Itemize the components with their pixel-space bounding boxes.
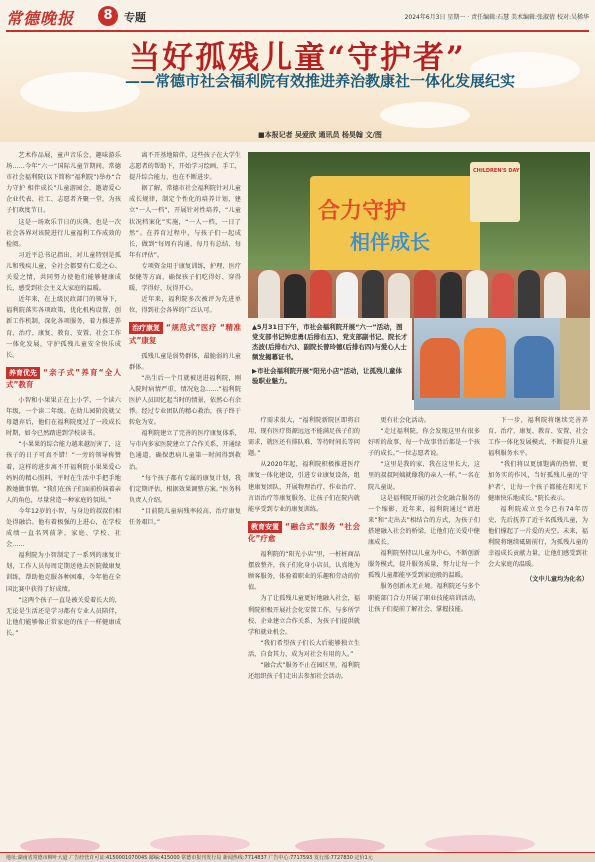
paragraph: 艺术作品展，童声音乐会，趣味游乐场……今年“六一”国际儿童节期间，常德市社会福利院(以下简称“福利院”)举办“合力守护 相伴成长”儿童游园会，邀请爱心企业代表、社工、志愿者齐聚一堂，为孩子们欢度节日。: [6, 152, 121, 215]
paragraph: 专项资金用于康复训练，护理、医疗保健等方面，确保孩子们吃得好、穿得暖、学得好、玩得开心。: [129, 262, 241, 293]
article-endnote: （文中儿童均为化名）: [526, 576, 588, 584]
flower-cluster: [425, 835, 535, 852]
kids-store-photo: [414, 318, 590, 410]
article-column-4: [368, 415, 480, 840]
newspaper-name: 常德晚报: [6, 9, 75, 28]
issue-info: 2024年6月3日 星期一 · 责任编辑:石慧 美术编辑:张淑倩 校对:吴稀华: [404, 14, 589, 21]
child-figure: [464, 328, 506, 398]
paragraph: “每个孩子都有专属的康复计划，我们定期评估，根据效果调整方案。”医务科负责人介绍。: [129, 474, 241, 504]
paragraph: 这是一场欢乐节日的庆典，也是一次社会各界对该院进行儿童福利工作成效的检阅。: [6, 218, 121, 248]
flower-cluster: [150, 835, 250, 852]
article-column-5: [488, 415, 588, 840]
paragraph: “小果果的综合能力越来越厉害了，这孩子的日子可真不错！”一旁的领导称赞着，这样的进步离不开福利院小果果爱心妈妈的精心照料，平时在生活中手把手地教她做事情。“我们在孩子们面前扮演着亲人的角色，尽量营造一种家庭的氛围。”: [6, 441, 121, 504]
cloud-decoration: [380, 102, 470, 128]
paragraph: “走过福利院，你会发现这里有很多好听的故事，每一个故事背后都是一个孩子的成长。”一位志愿者说。: [368, 428, 480, 458]
paragraph: 从2020年起，福利院积极推进医疗康复一体化建设，引进专业康复设备，组建康复团队，开展物理治疗、作业治疗、言语治疗等康复服务，让孩子们在院内就能享受到专业的康复训练。: [248, 461, 360, 513]
child-figure: [420, 338, 460, 398]
paragraph: “我们将以更加饱满的热情、更加务实的作风，当好孤残儿童的‘守护者’，让每一个孩子都能在阳光下健康快乐地成长。”院长表示。: [488, 461, 588, 502]
subhead-tag: 教育安置: [248, 521, 282, 533]
paragraph: 福利院建立了完善的医疗康复体系，与市内多家医院建立了合作关系，开通绿色通道，确保患病儿童第一时间得到救治。: [129, 430, 241, 471]
paragraph: “我们希望孩子们长大后能够独立生活，自食其力，成为对社会有用的人。”: [248, 639, 360, 658]
paragraph: 近年来，福利院多次被评为先进单位，得到社会各界的广泛认可。: [129, 296, 241, 315]
section-label: 专题: [124, 11, 146, 24]
store-shelf: [560, 318, 590, 410]
paragraph: 疗需求很大，“福利院新院区即将启用，现有医疗资源远远不能满足孩子们的需求，就医还有排队难、等待时间长等问题。”: [248, 417, 360, 458]
subhead-title: “融合式”服务 “社会化”疗愈: [248, 521, 360, 543]
flower-cluster: [295, 838, 385, 852]
paragraph: 小智和小果果正在上小学，一个读六年级，一个读二年级。在幼儿园阶段就父母遗弃后，他们在福利院度过了一段成长时期，如今已然踏进到学校读书。: [6, 396, 121, 438]
subhead-tag: 养育优先: [6, 367, 40, 379]
paragraph: “融合式”服务不止在园区里，福利院还组织孩子们走出去参加社会活动。: [248, 661, 360, 681]
paragraph: 离不开基地陪伴，这些孩子在大学生志愿者的帮助下，开始学习绘画、手工，提升综合能力，也在不断进步。: [129, 152, 241, 182]
signboard-line-1: 合力守护: [318, 199, 407, 224]
headline-main: 当好孤残儿童“守护者”: [129, 40, 466, 76]
page-number: 8: [98, 6, 118, 26]
headline-sub: ——常德市社会福利院有效推进养治教康社一体化发展纪实: [124, 72, 515, 90]
poster-text: CHILDREN'S DAY: [473, 168, 520, 174]
masthead: [6, 6, 589, 32]
paragraph: 孤残儿童是弱势群体，最脆弱的儿童群体。: [129, 352, 241, 371]
subhead-title: “亲子式”养育“全人式”教育: [6, 367, 121, 389]
section-subhead-3: [248, 521, 360, 545]
article-column-2: [129, 150, 241, 840]
paragraph: 福利院的“阳光小店”里，一桩桩商品摆放整齐，孩子们化身小店员，认真地为顾客服务，体验着职业的乐趣和劳动的价值。: [248, 551, 360, 592]
flower-decoration: [0, 820, 595, 852]
event-signboard: [310, 176, 480, 276]
subhead-title: “规范式”医疗 “精准式”康复: [129, 323, 241, 345]
paragraph: 习近平总书记指出，对儿童特别是孤儿和残疾儿童，全社会都要有仁爱之心、关爱之情，共同努力使他们能够健康成长，感受到社会主义大家庭的温暖。: [6, 251, 121, 293]
paragraph: “目前院儿童病残率较高，治疗康复任务艰巨。”: [129, 507, 241, 526]
paragraph: “这里是我的家，我在这里长大，这里的叔叔阿姨就像我的亲人一样。”一名在院儿童说。: [368, 461, 480, 491]
photo-caption-2: ▶市社会福利院开展“阳光小店”活动，让孤残儿童体验职业魅力。: [252, 367, 403, 385]
paragraph: 更有社会化活动。: [380, 417, 430, 424]
paragraph: 福利院为小智制定了一系列的康复计划，工作人员每周定期送他去医院做康复训练，帮助他克服各种困难，今年他在全国比赛中获得了好成绩。: [6, 552, 121, 593]
photo-caption-area: [248, 318, 412, 410]
paragraph: 福利院坚持以儿童为中心，不断创新服务模式，提升服务质量，努力让每一个孤残儿童都能享受到家庭般的温暖。: [368, 550, 480, 580]
paragraph: 福利院成立至今已有74年历史，先后抚养了近千名孤残儿童，为他们撑起了一片爱的天空。未来，福利院将继续砥砺前行，为孤残儿童的幸福成长贡献力量，让他们感受到社会大家庭的温暖。: [488, 505, 588, 569]
paragraph: “这两个孩子一直是被关爱着长大的，无论是生活还是学习都有专业人员陪伴，让他们能够像正常家庭的孩子一样健康成长。”: [6, 596, 121, 637]
child-figure: [514, 336, 554, 398]
article-column-1: [6, 150, 121, 840]
article-column-3: [248, 415, 360, 840]
paragraph: “出生后一个月就被送进福利院，刚入院时病情严重，情况危急……”福利院医护人员回忆起当时的情景，依然心有余悸。经过专业团队的精心救治，孩子终于转危为安。: [129, 374, 241, 427]
paragraph: 为了让孤残儿童更好地融入社会，福利院积极开展社会化安置工作，与多所学校、企业建立合作关系，为孩子们提供就学和就业机会。: [248, 595, 360, 636]
paragraph: 服务创新永无止境。福利院还与多个职能部门合力开展了职业技能培训活动，让孩子们提前了解社会、掌握技能。: [368, 583, 480, 613]
page-footer: 地址:湖南省常德市柳叶大道 广告经营许可证:4150001070045 邮编:415000 常德市报刊发行局 新闻热线:7714837 广告中心:7717593 发行部:7727830 定价1元: [0, 852, 595, 862]
paragraph: 近年来，在上级民政部门的领导下，福利院落实各项政策，优化机构设置，创新工作机制，深化各项服务，着力推进养育、治疗、康复、教育、安置、社会工作一体化发展，守护孤残儿童安全快乐成长。: [6, 296, 121, 359]
childrens-day-poster: [470, 162, 520, 222]
paragraph: 今年12岁的小智，与身边的叔叔们相处得融洽。他有着极强的上进心，在学校成绩一直名列前茅，家庭、学校、社会……: [6, 507, 121, 549]
paragraph: 下一步，福利院将继续完善养育、治疗、康复、教育、安置、社会工作一体化发展模式，不断提升儿童福利服务水平。: [488, 417, 588, 458]
signboard-line-2: 相伴成长: [350, 230, 430, 254]
paragraph: 这是福利院开展的社会化融合服务的一个缩影，近年来，福利院通过“请进来”和“走出去”相结合的方式，为孩子们搭建融入社会的桥梁，让他们在关爱中健康成长。: [368, 494, 480, 547]
section-subhead-1: [6, 367, 121, 391]
paragraph: 据了解，常德市社会福利院针对儿童成长规律，制定个性化的培养计划，建立“一人一档”，开展针对性培养，“儿童状况档案化”实施，“一人一档，一日了然”。在养育过程中，与孩子们一起成长，做到“每周有沟通、每月有总结、每年有评估”。: [129, 185, 241, 259]
section-subhead-2: [129, 322, 241, 346]
byline: ■本报记者 吴爱欣 通讯员 杨昊翰 文/图: [258, 131, 382, 139]
photo-caption-1: ▲5月31日下午，市社会福利院开展“六一”活动，图党支部书记钟忠勇(后排右五)、党支部副书记、院长才杰波(后排右六)、副院长曾玲德(后排右四)与爱心人士频发揭幕证书。: [252, 323, 408, 361]
subhead-tag: 治疗康复: [129, 322, 163, 334]
flower-cluster: [20, 838, 100, 852]
